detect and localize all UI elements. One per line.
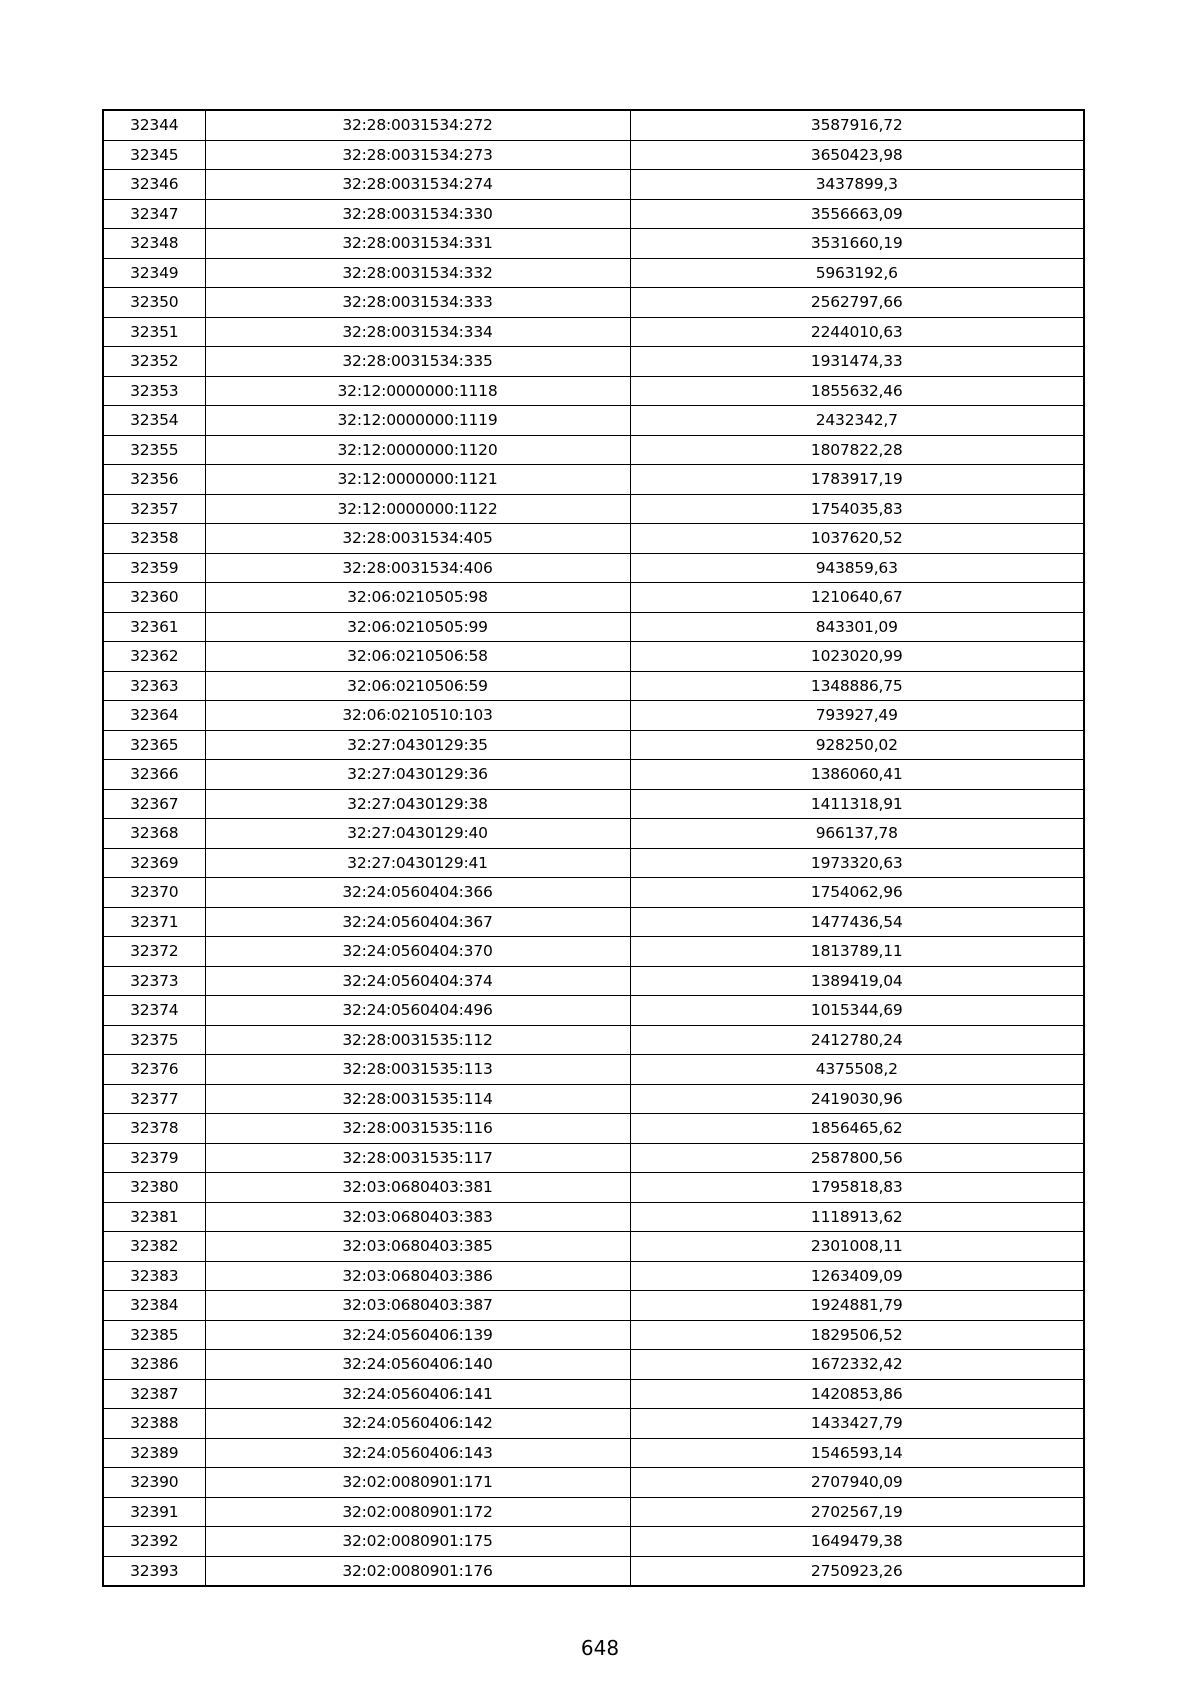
value-cell: 1015344,69 bbox=[630, 996, 1084, 1026]
cadastral-number-cell: 32:24:0560406:142 bbox=[205, 1409, 630, 1439]
cadastral-number-cell: 32:02:0080901:171 bbox=[205, 1468, 630, 1498]
value-cell: 1546593,14 bbox=[630, 1438, 1084, 1468]
table-row bbox=[103, 1291, 1084, 1321]
cadastral-number-cell: 32:03:0680403:381 bbox=[205, 1173, 630, 1203]
cadastral-number-cell: 32:06:0210505:98 bbox=[205, 583, 630, 613]
table-row bbox=[103, 317, 1084, 347]
table-row bbox=[103, 258, 1084, 288]
cadastral-number-cell: 32:24:0560404:374 bbox=[205, 966, 630, 996]
row-number-cell: 32373 bbox=[103, 966, 205, 996]
value-cell: 1210640,67 bbox=[630, 583, 1084, 613]
value-cell: 3531660,19 bbox=[630, 229, 1084, 259]
table-row bbox=[103, 288, 1084, 318]
cadastral-number-cell: 32:24:0560406:141 bbox=[205, 1379, 630, 1409]
table-row bbox=[103, 730, 1084, 760]
row-number-cell: 32361 bbox=[103, 612, 205, 642]
table-row bbox=[103, 612, 1084, 642]
row-number-cell: 32367 bbox=[103, 789, 205, 819]
value-cell: 2750923,26 bbox=[630, 1556, 1084, 1586]
cadastral-value-table bbox=[102, 109, 1085, 1587]
value-cell: 793927,49 bbox=[630, 701, 1084, 731]
table-row bbox=[103, 229, 1084, 259]
value-cell: 1856465,62 bbox=[630, 1114, 1084, 1144]
cadastral-number-cell: 32:03:0680403:387 bbox=[205, 1291, 630, 1321]
cadastral-number-cell: 32:02:0080901:175 bbox=[205, 1527, 630, 1557]
cadastral-number-cell: 32:06:0210506:59 bbox=[205, 671, 630, 701]
cadastral-number-cell: 32:12:0000000:1122 bbox=[205, 494, 630, 524]
cadastral-number-cell: 32:28:0031534:274 bbox=[205, 170, 630, 200]
row-number-cell: 32385 bbox=[103, 1320, 205, 1350]
value-cell: 4375508,2 bbox=[630, 1055, 1084, 1085]
cadastral-number-cell: 32:12:0000000:1118 bbox=[205, 376, 630, 406]
row-number-cell: 32359 bbox=[103, 553, 205, 583]
table-row bbox=[103, 1143, 1084, 1173]
cadastral-number-cell: 32:28:0031534:273 bbox=[205, 140, 630, 170]
value-cell: 1813789,11 bbox=[630, 937, 1084, 967]
value-cell: 1477436,54 bbox=[630, 907, 1084, 937]
table-body bbox=[103, 110, 1084, 1586]
table-row bbox=[103, 435, 1084, 465]
row-number-cell: 32374 bbox=[103, 996, 205, 1026]
value-cell: 943859,63 bbox=[630, 553, 1084, 583]
table-row bbox=[103, 937, 1084, 967]
table-row bbox=[103, 170, 1084, 200]
cadastral-number-cell: 32:28:0031535:113 bbox=[205, 1055, 630, 1085]
cadastral-number-cell: 32:27:0430129:38 bbox=[205, 789, 630, 819]
value-cell: 2412780,24 bbox=[630, 1025, 1084, 1055]
table-row bbox=[103, 642, 1084, 672]
table-row bbox=[103, 1055, 1084, 1085]
table-row bbox=[103, 140, 1084, 170]
value-cell: 843301,09 bbox=[630, 612, 1084, 642]
table-row bbox=[103, 1350, 1084, 1380]
table-row bbox=[103, 1202, 1084, 1232]
row-number-cell: 32356 bbox=[103, 465, 205, 495]
cadastral-number-cell: 32:28:0031534:272 bbox=[205, 110, 630, 140]
value-cell: 2587800,56 bbox=[630, 1143, 1084, 1173]
table-row bbox=[103, 1379, 1084, 1409]
value-cell: 3587916,72 bbox=[630, 110, 1084, 140]
cadastral-number-cell: 32:06:0210506:58 bbox=[205, 642, 630, 672]
cadastral-number-cell: 32:24:0560406:143 bbox=[205, 1438, 630, 1468]
row-number-cell: 32350 bbox=[103, 288, 205, 318]
cadastral-number-cell: 32:24:0560404:366 bbox=[205, 878, 630, 908]
row-number-cell: 32370 bbox=[103, 878, 205, 908]
value-cell: 3650423,98 bbox=[630, 140, 1084, 170]
cadastral-number-cell: 32:28:0031534:405 bbox=[205, 524, 630, 554]
table-row bbox=[103, 848, 1084, 878]
table-row bbox=[103, 553, 1084, 583]
row-number-cell: 32387 bbox=[103, 1379, 205, 1409]
row-number-cell: 32345 bbox=[103, 140, 205, 170]
row-number-cell: 32349 bbox=[103, 258, 205, 288]
table-row bbox=[103, 406, 1084, 436]
value-cell: 1931474,33 bbox=[630, 347, 1084, 377]
cadastral-number-cell: 32:28:0031534:330 bbox=[205, 199, 630, 229]
row-number-cell: 32377 bbox=[103, 1084, 205, 1114]
cadastral-number-cell: 32:24:0560406:139 bbox=[205, 1320, 630, 1350]
cadastral-number-cell: 32:06:0210510:103 bbox=[205, 701, 630, 731]
value-cell: 1672332,42 bbox=[630, 1350, 1084, 1380]
value-cell: 2301008,11 bbox=[630, 1232, 1084, 1262]
value-cell: 1783917,19 bbox=[630, 465, 1084, 495]
table-row bbox=[103, 1497, 1084, 1527]
row-number-cell: 32348 bbox=[103, 229, 205, 259]
value-cell: 2432342,7 bbox=[630, 406, 1084, 436]
value-cell: 1795818,83 bbox=[630, 1173, 1084, 1203]
row-number-cell: 32366 bbox=[103, 760, 205, 790]
row-number-cell: 32352 bbox=[103, 347, 205, 377]
row-number-cell: 32375 bbox=[103, 1025, 205, 1055]
cadastral-number-cell: 32:02:0080901:172 bbox=[205, 1497, 630, 1527]
row-number-cell: 32365 bbox=[103, 730, 205, 760]
table-row bbox=[103, 583, 1084, 613]
table-row bbox=[103, 524, 1084, 554]
row-number-cell: 32368 bbox=[103, 819, 205, 849]
row-number-cell: 32358 bbox=[103, 524, 205, 554]
value-cell: 2702567,19 bbox=[630, 1497, 1084, 1527]
cadastral-number-cell: 32:27:0430129:36 bbox=[205, 760, 630, 790]
table-row bbox=[103, 789, 1084, 819]
row-number-cell: 32371 bbox=[103, 907, 205, 937]
row-number-cell: 32389 bbox=[103, 1438, 205, 1468]
table-row bbox=[103, 110, 1084, 140]
value-cell: 1023020,99 bbox=[630, 642, 1084, 672]
cadastral-number-cell: 32:28:0031534:333 bbox=[205, 288, 630, 318]
value-cell: 1118913,62 bbox=[630, 1202, 1084, 1232]
value-cell: 928250,02 bbox=[630, 730, 1084, 760]
row-number-cell: 32383 bbox=[103, 1261, 205, 1291]
value-cell: 1389419,04 bbox=[630, 966, 1084, 996]
cadastral-number-cell: 32:03:0680403:386 bbox=[205, 1261, 630, 1291]
cadastral-number-cell: 32:28:0031534:331 bbox=[205, 229, 630, 259]
table-row bbox=[103, 1468, 1084, 1498]
row-number-cell: 32391 bbox=[103, 1497, 205, 1527]
cadastral-number-cell: 32:27:0430129:41 bbox=[205, 848, 630, 878]
row-number-cell: 32355 bbox=[103, 435, 205, 465]
row-number-cell: 32369 bbox=[103, 848, 205, 878]
row-number-cell: 32376 bbox=[103, 1055, 205, 1085]
cadastral-number-cell: 32:28:0031535:112 bbox=[205, 1025, 630, 1055]
row-number-cell: 32393 bbox=[103, 1556, 205, 1586]
table-row bbox=[103, 1114, 1084, 1144]
cadastral-number-cell: 32:24:0560406:140 bbox=[205, 1350, 630, 1380]
value-cell: 1973320,63 bbox=[630, 848, 1084, 878]
value-cell: 2244010,63 bbox=[630, 317, 1084, 347]
value-cell: 1754035,83 bbox=[630, 494, 1084, 524]
row-number-cell: 32344 bbox=[103, 110, 205, 140]
row-number-cell: 32380 bbox=[103, 1173, 205, 1203]
row-number-cell: 32372 bbox=[103, 937, 205, 967]
cadastral-number-cell: 32:28:0031534:335 bbox=[205, 347, 630, 377]
row-number-cell: 32362 bbox=[103, 642, 205, 672]
table-row bbox=[103, 1438, 1084, 1468]
value-cell: 1807822,28 bbox=[630, 435, 1084, 465]
cadastral-number-cell: 32:24:0560404:496 bbox=[205, 996, 630, 1026]
row-number-cell: 32388 bbox=[103, 1409, 205, 1439]
value-cell: 2707940,09 bbox=[630, 1468, 1084, 1498]
cadastral-number-cell: 32:02:0080901:176 bbox=[205, 1556, 630, 1586]
table-row bbox=[103, 1320, 1084, 1350]
row-number-cell: 32381 bbox=[103, 1202, 205, 1232]
row-number-cell: 32390 bbox=[103, 1468, 205, 1498]
table-row bbox=[103, 1556, 1084, 1586]
table-row bbox=[103, 701, 1084, 731]
value-cell: 3437899,3 bbox=[630, 170, 1084, 200]
row-number-cell: 32379 bbox=[103, 1143, 205, 1173]
table-row bbox=[103, 494, 1084, 524]
page-number: 648 bbox=[580, 1636, 620, 1660]
cadastral-number-cell: 32:24:0560404:367 bbox=[205, 907, 630, 937]
cadastral-number-cell: 32:06:0210505:99 bbox=[205, 612, 630, 642]
cadastral-number-cell: 32:28:0031535:116 bbox=[205, 1114, 630, 1144]
cadastral-number-cell: 32:28:0031534:334 bbox=[205, 317, 630, 347]
table-row bbox=[103, 878, 1084, 908]
value-cell: 1924881,79 bbox=[630, 1291, 1084, 1321]
cadastral-number-cell: 32:28:0031535:114 bbox=[205, 1084, 630, 1114]
value-cell: 1433427,79 bbox=[630, 1409, 1084, 1439]
row-number-cell: 32353 bbox=[103, 376, 205, 406]
cadastral-number-cell: 32:28:0031534:332 bbox=[205, 258, 630, 288]
row-number-cell: 32347 bbox=[103, 199, 205, 229]
value-cell: 1263409,09 bbox=[630, 1261, 1084, 1291]
cadastral-number-cell: 32:12:0000000:1121 bbox=[205, 465, 630, 495]
table-row bbox=[103, 996, 1084, 1026]
value-cell: 1037620,52 bbox=[630, 524, 1084, 554]
table-row bbox=[103, 819, 1084, 849]
cadastral-number-cell: 32:03:0680403:383 bbox=[205, 1202, 630, 1232]
table-row bbox=[103, 376, 1084, 406]
cadastral-number-cell: 32:12:0000000:1120 bbox=[205, 435, 630, 465]
table-row bbox=[103, 966, 1084, 996]
table-row bbox=[103, 199, 1084, 229]
table-row bbox=[103, 465, 1084, 495]
value-cell: 1649479,38 bbox=[630, 1527, 1084, 1557]
value-cell: 1348886,75 bbox=[630, 671, 1084, 701]
table-row bbox=[103, 1232, 1084, 1262]
cadastral-number-cell: 32:27:0430129:40 bbox=[205, 819, 630, 849]
row-number-cell: 32363 bbox=[103, 671, 205, 701]
value-cell: 1411318,91 bbox=[630, 789, 1084, 819]
row-number-cell: 32392 bbox=[103, 1527, 205, 1557]
table-row bbox=[103, 1527, 1084, 1557]
table-row bbox=[103, 1409, 1084, 1439]
value-cell: 1420853,86 bbox=[630, 1379, 1084, 1409]
cadastral-number-cell: 32:27:0430129:35 bbox=[205, 730, 630, 760]
table-row bbox=[103, 1025, 1084, 1055]
row-number-cell: 32386 bbox=[103, 1350, 205, 1380]
row-number-cell: 32384 bbox=[103, 1291, 205, 1321]
cadastral-number-cell: 32:28:0031535:117 bbox=[205, 1143, 630, 1173]
row-number-cell: 32382 bbox=[103, 1232, 205, 1262]
value-cell: 1754062,96 bbox=[630, 878, 1084, 908]
row-number-cell: 32354 bbox=[103, 406, 205, 436]
cadastral-number-cell: 32:03:0680403:385 bbox=[205, 1232, 630, 1262]
value-cell: 1829506,52 bbox=[630, 1320, 1084, 1350]
cadastral-number-cell: 32:24:0560404:370 bbox=[205, 937, 630, 967]
row-number-cell: 32346 bbox=[103, 170, 205, 200]
row-number-cell: 32351 bbox=[103, 317, 205, 347]
value-cell: 966137,78 bbox=[630, 819, 1084, 849]
value-cell: 5963192,6 bbox=[630, 258, 1084, 288]
table-row bbox=[103, 760, 1084, 790]
cadastral-number-cell: 32:12:0000000:1119 bbox=[205, 406, 630, 436]
table-row bbox=[103, 1261, 1084, 1291]
table-row bbox=[103, 347, 1084, 377]
table-row bbox=[103, 671, 1084, 701]
row-number-cell: 32357 bbox=[103, 494, 205, 524]
value-cell: 3556663,09 bbox=[630, 199, 1084, 229]
cadastral-number-cell: 32:28:0031534:406 bbox=[205, 553, 630, 583]
table-row bbox=[103, 1084, 1084, 1114]
row-number-cell: 32360 bbox=[103, 583, 205, 613]
table-row bbox=[103, 907, 1084, 937]
table-row bbox=[103, 1173, 1084, 1203]
value-cell: 1855632,46 bbox=[630, 376, 1084, 406]
value-cell: 2562797,66 bbox=[630, 288, 1084, 318]
row-number-cell: 32364 bbox=[103, 701, 205, 731]
row-number-cell: 32378 bbox=[103, 1114, 205, 1144]
value-cell: 1386060,41 bbox=[630, 760, 1084, 790]
value-cell: 2419030,96 bbox=[630, 1084, 1084, 1114]
